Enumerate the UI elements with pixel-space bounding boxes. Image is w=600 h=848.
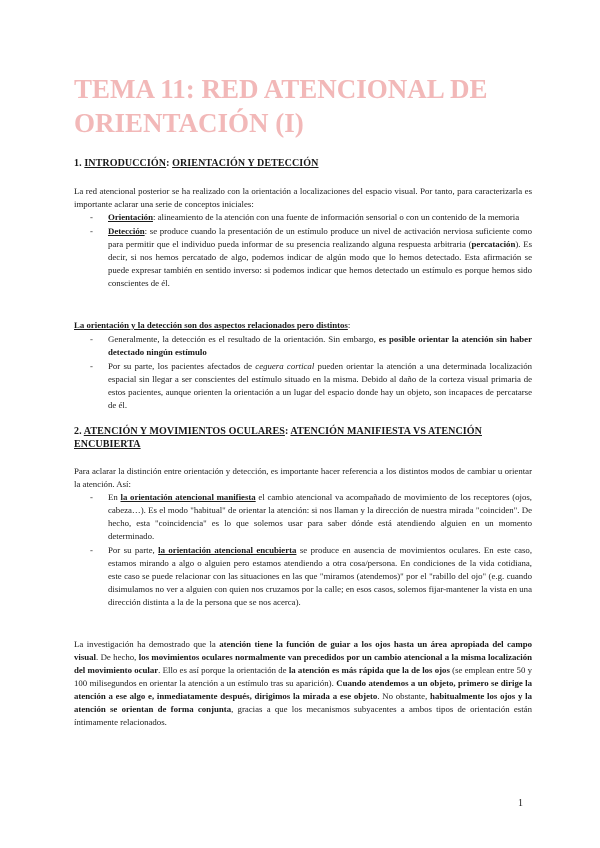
distinction-list xyxy=(74,333,532,413)
list-item: - Orientación: alineamiento de la atención con una fuente de información sensorial o con un contenido de la memoria xyxy=(74,211,532,224)
section-1-lead: La orientación y la detección son dos aspectos relacionados pero distintos: xyxy=(74,320,351,330)
list-item: - Generalmente, la detección es el resultado de la orientación. Sin embargo, es posible orientar la atención sin haber detectado ningún estímulo xyxy=(74,333,532,359)
section-2-heading: 2. ATENCIÓN Y MOVIMIENTOS OCULARES: ATENCIÓN MANIFIESTA VS ATENCIÓN ENCUBIERTA xyxy=(74,426,482,450)
list-item: - En la orientación atencional manifiesta el cambio atencional va acompañado de movimiento de los receptores (ojos, cabeza…). Es el modo "habitual" de orientar la atención: si nos llaman y la dirección de nuestra mirada "coinciden". De hecho, esta "coincidencia" es lo que solemos usar para saber dónde está atendiendo alguien en un momento determinado. xyxy=(74,491,532,543)
orientation-modes-list xyxy=(74,491,532,610)
page-title: TEMA 11: RED ATENCIONAL DE ORIENTACIÓN (I) xyxy=(74,74,488,138)
list-item: - Por su parte, los pacientes afectados de ceguera cortical pueden orientar la atención a una determinada localización espacial sin llegar a ser conscientes del estímulo situado en la misma. Debido al daño de la corteza visual primaria de estos pacientes, aunque orienten la orientación a un lugar del espacio donde hay un objeto, son incapaces de percatarse de él. xyxy=(74,360,532,412)
list-item: - Por su parte, la orientación atencional encubierta se produce en ausencia de movimientos oculares. En este caso, estamos mirando a algo o alguien pero estamos atendiendo a otra cosa/persona. En condiciones de la vida cotidiana, este caso se puede relacionar con las situaciones en las que "miramos (atendemos)" por el "rabillo del ojo" (e.g. cuando disimulamos no ver a alguien con quien nos cruzamos por la calle; en esos casos, solemos fijar-mantener la vista en una dirección distinta a la de la persona que se nos acerca). xyxy=(74,544,532,609)
page-number: 1 xyxy=(518,798,523,809)
section-1-heading: 1. INTRODUCCIÓN: ORIENTACIÓN Y DETECCIÓN xyxy=(74,158,319,169)
section-2-intro: Para aclarar la distinción entre orientación y detección, es importante hacer referencia a los distintos modos de cambiar u orientar la atención. Así: xyxy=(74,466,532,489)
section-2-paragraph: La investigación ha demostrado que la atención tiene la función de guiar a los ojos hasta un área apropiada del campo visual. De hecho, los movimientos oculares normalmente van precedidos por un cambio atencional a la misma localización del movimiento ocular. Ello es así porque la orientación de la atención es más rápida que la de los ojos (se emplean entre 50 y 100 milisegundos en orientar la atención a un estímulo tras su aparición). Cuando atendemos a un objeto, primero se dirige la atención a ese algo e, inmediatamente después, dirigimos la mirada a ese objeto. No obstante, habitualmente los ojos y la atención se orientan de forma conjunta, gracias a que los mecanismos subyacentes a ambos tipos de orientación están íntimamente relacionados. xyxy=(74,639,533,727)
section-1-intro: La red atencional posterior se ha realizado con la orientación a localizaciones del espacio visual. Por tanto, para caracterizarla es importante aclarar una serie de conceptos iniciales: xyxy=(74,186,532,209)
concepts-list xyxy=(74,211,532,291)
list-item: - Detección: se produce cuando la presentación de un estímulo produce un nivel de activación nerviosa suficiente como para permitir que el individuo pueda informar de su presencia realizando alguna respuesta arbitraria (percatación). Es decir, si nos hemos percatado de algo, podemos indicar de algún modo que lo hemos detectado. Esta afirmación se puede expresar también en sentido inverso: si podemos indicar que hemos detectado un estímulo es porque hemos sido conscientes de él. xyxy=(74,225,532,290)
